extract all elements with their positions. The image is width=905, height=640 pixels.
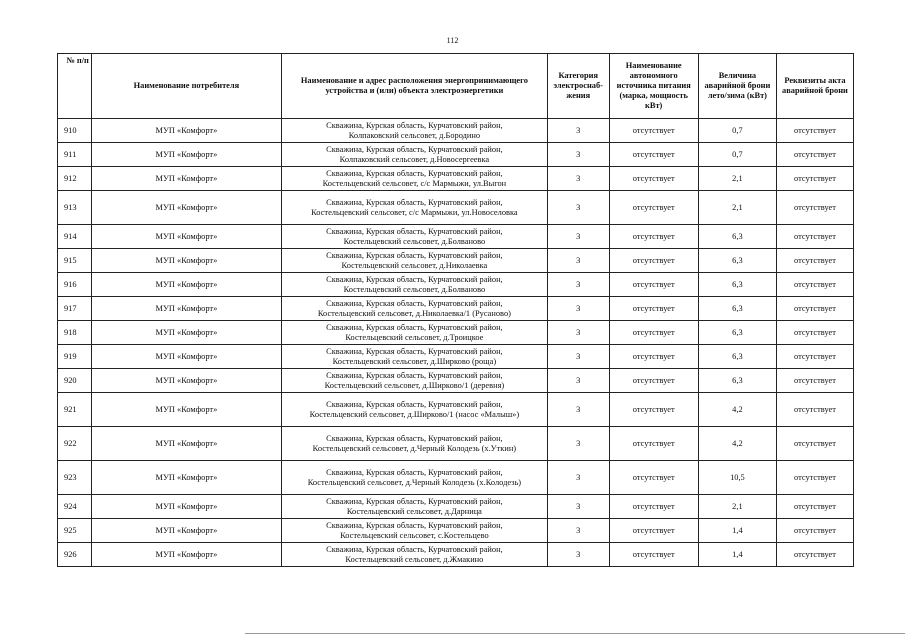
row-source: отсутствует bbox=[609, 519, 698, 543]
row-object-address bbox=[281, 167, 547, 191]
row-source: отсутствует bbox=[609, 321, 698, 345]
row-act: отсутствует bbox=[776, 225, 853, 249]
row-source: отсутствует bbox=[609, 273, 698, 297]
row-object-address bbox=[281, 297, 547, 321]
row-reserve: 10,5 bbox=[698, 461, 776, 495]
row-consumer: МУП «Комфорт» bbox=[91, 167, 281, 191]
row-reserve: 6,3 bbox=[698, 225, 776, 249]
address-line-2: Костельцевский сельсовет, д.Жмакино bbox=[345, 554, 484, 564]
header-reserve-value: Величина аварийной брони лето/зима (кВт) bbox=[698, 54, 776, 119]
address-line-1: Скважина, Курская область, Курчатовский район, bbox=[326, 496, 503, 506]
row-source: отсутствует bbox=[609, 249, 698, 273]
address-line-2: Костельцевский сельсовет, д.Болваново bbox=[343, 284, 486, 294]
address-line-2: Костельцевский сельсовет, д.Ширково/1 (деревня) bbox=[324, 380, 505, 390]
row-act: отсутствует bbox=[776, 461, 853, 495]
row-act: отсутствует bbox=[776, 345, 853, 369]
address-line-1: Скважина, Курская область, Курчатовский район, bbox=[326, 226, 503, 236]
row-consumer: МУП «Комфорт» bbox=[91, 543, 281, 567]
table-row bbox=[58, 225, 854, 249]
row-act: отсутствует bbox=[776, 393, 853, 427]
row-source: отсутствует bbox=[609, 461, 698, 495]
row-consumer: МУП «Комфорт» bbox=[91, 143, 281, 167]
row-category: 3 bbox=[547, 461, 609, 495]
row-reserve: 6,3 bbox=[698, 249, 776, 273]
address-line-1: Скважина, Курская область, Курчатовский район, bbox=[326, 274, 503, 284]
row-category: 3 bbox=[547, 519, 609, 543]
table-row bbox=[58, 119, 854, 143]
address-line-1: Скважина, Курская область, Курчатовский район, bbox=[326, 168, 503, 178]
row-number: 918 bbox=[58, 321, 92, 345]
row-act: отсутствует bbox=[776, 427, 853, 461]
row-consumer: МУП «Комфорт» bbox=[91, 495, 281, 519]
row-source: отсутствует bbox=[609, 167, 698, 191]
row-object-address bbox=[281, 119, 547, 143]
table-row bbox=[58, 321, 854, 345]
row-consumer: МУП «Комфорт» bbox=[91, 297, 281, 321]
row-object-address bbox=[281, 519, 547, 543]
row-object-address bbox=[281, 273, 547, 297]
address-line-2: Колпаковский сельсовет, д.Бородино bbox=[348, 130, 481, 140]
row-number: 919 bbox=[58, 345, 92, 369]
address-line-1: Скважина, Курская область, Курчатовский район, bbox=[326, 144, 503, 154]
address-line-2: Костельцевский сельсовет, д.Троицкое bbox=[345, 332, 484, 342]
row-source: отсутствует bbox=[609, 393, 698, 427]
row-object-address bbox=[281, 543, 547, 567]
table-row bbox=[58, 345, 854, 369]
row-consumer: МУП «Комфорт» bbox=[91, 461, 281, 495]
row-act: отсутствует bbox=[776, 119, 853, 143]
table-row bbox=[58, 495, 854, 519]
row-object-address bbox=[281, 495, 547, 519]
table-row bbox=[58, 519, 854, 543]
row-reserve: 4,2 bbox=[698, 393, 776, 427]
row-category: 3 bbox=[547, 543, 609, 567]
row-category: 3 bbox=[547, 321, 609, 345]
row-object-address bbox=[281, 191, 547, 225]
header-act-details: Реквизиты акта аварийной брони bbox=[776, 54, 853, 119]
row-category: 3 bbox=[547, 249, 609, 273]
row-number: 925 bbox=[58, 519, 92, 543]
row-act: отсутствует bbox=[776, 369, 853, 393]
header-consumer: Наименование потребителя bbox=[91, 54, 281, 119]
address-line-1: Скважина, Курская область, Курчатовский район, bbox=[326, 250, 503, 260]
row-reserve: 2,1 bbox=[698, 167, 776, 191]
header-number: № п/п bbox=[58, 54, 92, 119]
row-consumer: МУП «Комфорт» bbox=[91, 393, 281, 427]
row-source: отсутствует bbox=[609, 495, 698, 519]
address-line-2: Костельцевский сельсовет, с/с Мармыжи, ул.Выгон bbox=[322, 178, 507, 188]
address-line-1: Скважина, Курская область, Курчатовский район, bbox=[326, 370, 503, 380]
address-line-1: Скважина, Курская область, Курчатовский район, bbox=[326, 197, 503, 207]
address-line-2: Костельцевский сельсовет, д.Ширково/1 (насос «Малыш») bbox=[309, 409, 520, 419]
row-consumer: МУП «Комфорт» bbox=[91, 225, 281, 249]
address-line-1: Скважина, Курская область, Курчатовский район, bbox=[326, 544, 503, 554]
row-source: отсутствует bbox=[609, 119, 698, 143]
row-number: 922 bbox=[58, 427, 92, 461]
row-category: 3 bbox=[547, 345, 609, 369]
row-reserve: 0,7 bbox=[698, 119, 776, 143]
row-number: 913 bbox=[58, 191, 92, 225]
row-consumer: МУП «Комфорт» bbox=[91, 427, 281, 461]
row-category: 3 bbox=[547, 495, 609, 519]
row-act: отсутствует bbox=[776, 191, 853, 225]
row-reserve: 6,3 bbox=[698, 369, 776, 393]
row-consumer: МУП «Комфорт» bbox=[91, 369, 281, 393]
row-act: отсутствует bbox=[776, 167, 853, 191]
row-category: 3 bbox=[547, 297, 609, 321]
row-number: 910 bbox=[58, 119, 92, 143]
row-act: отсутствует bbox=[776, 273, 853, 297]
row-category: 3 bbox=[547, 427, 609, 461]
address-line-2: Костельцевский сельсовет, с.Костельцево bbox=[340, 530, 489, 540]
row-category: 3 bbox=[547, 393, 609, 427]
address-line-1: Скважина, Курская область, Курчатовский район, bbox=[326, 120, 503, 130]
row-consumer: МУП «Комфорт» bbox=[91, 191, 281, 225]
row-source: отсутствует bbox=[609, 427, 698, 461]
row-object-address bbox=[281, 393, 547, 427]
table-row bbox=[58, 167, 854, 191]
address-line-2: Костельцевский сельсовет, д.Черный Колодезь (х.Колодезь) bbox=[307, 477, 522, 487]
row-number: 920 bbox=[58, 369, 92, 393]
row-object-address bbox=[281, 345, 547, 369]
table-row bbox=[58, 191, 854, 225]
row-reserve: 6,3 bbox=[698, 345, 776, 369]
table-row bbox=[58, 427, 854, 461]
row-category: 3 bbox=[547, 225, 609, 249]
row-reserve: 6,3 bbox=[698, 297, 776, 321]
address-line-2: Костельцевский сельсовет, д.Дарница bbox=[346, 506, 482, 516]
row-reserve: 4,2 bbox=[698, 427, 776, 461]
table-row bbox=[58, 297, 854, 321]
address-line-2: Костельцевский сельсовет, д.Николаевка bbox=[341, 260, 488, 270]
row-reserve: 6,3 bbox=[698, 321, 776, 345]
table-header-row bbox=[58, 54, 854, 119]
row-reserve: 1,4 bbox=[698, 519, 776, 543]
row-consumer: МУП «Комфорт» bbox=[91, 345, 281, 369]
address-line-1: Скважина, Курская область, Курчатовский район, bbox=[326, 399, 503, 409]
table-row bbox=[58, 369, 854, 393]
row-consumer: МУП «Комфорт» bbox=[91, 321, 281, 345]
table-row bbox=[58, 543, 854, 567]
row-act: отсутствует bbox=[776, 321, 853, 345]
row-category: 3 bbox=[547, 119, 609, 143]
address-line-2: Костельцевский сельсовет, д.Черный Колодезь (х.Уткин) bbox=[312, 443, 517, 453]
row-number: 915 bbox=[58, 249, 92, 273]
row-source: отсутствует bbox=[609, 143, 698, 167]
row-object-address bbox=[281, 249, 547, 273]
header-autonomous-source: Наименование автономного источника питания (марка, мощность кВт) bbox=[609, 54, 698, 119]
address-line-2: Костельцевский сельсовет, д.Ширково (роща) bbox=[332, 356, 497, 366]
table-row bbox=[58, 273, 854, 297]
address-line-1: Скважина, Курская область, Курчатовский район, bbox=[326, 322, 503, 332]
row-number: 924 bbox=[58, 495, 92, 519]
row-object-address bbox=[281, 461, 547, 495]
row-act: отсутствует bbox=[776, 495, 853, 519]
row-category: 3 bbox=[547, 143, 609, 167]
address-line-2: Костельцевский сельсовет, д.Болваново bbox=[343, 236, 486, 246]
row-number: 914 bbox=[58, 225, 92, 249]
row-object-address bbox=[281, 225, 547, 249]
table-row bbox=[58, 249, 854, 273]
row-consumer: МУП «Комфорт» bbox=[91, 519, 281, 543]
row-consumer: МУП «Комфорт» bbox=[91, 273, 281, 297]
row-act: отсутствует bbox=[776, 543, 853, 567]
row-reserve: 1,4 bbox=[698, 543, 776, 567]
row-object-address bbox=[281, 369, 547, 393]
row-number: 916 bbox=[58, 273, 92, 297]
row-reserve: 2,1 bbox=[698, 191, 776, 225]
address-line-2: Колпаковский сельсовет, д.Новосергеевка bbox=[339, 154, 490, 164]
row-act: отсутствует bbox=[776, 249, 853, 273]
row-number: 912 bbox=[58, 167, 92, 191]
header-object-address: Наименование и адрес расположения энергопринимающего устройства и (или) объекта электроэнергетики bbox=[281, 54, 547, 119]
address-line-2: Костельцевский сельсовет, с/с Мармыжи, ул.Новоселовка bbox=[311, 207, 518, 217]
table-row bbox=[58, 461, 854, 495]
row-object-address bbox=[281, 143, 547, 167]
row-reserve: 2,1 bbox=[698, 495, 776, 519]
row-number: 917 bbox=[58, 297, 92, 321]
row-reserve: 6,3 bbox=[698, 273, 776, 297]
row-act: отсутствует bbox=[776, 519, 853, 543]
row-category: 3 bbox=[547, 167, 609, 191]
row-source: отсутствует bbox=[609, 369, 698, 393]
address-line-1: Скважина, Курская область, Курчатовский район, bbox=[326, 467, 503, 477]
row-object-address bbox=[281, 321, 547, 345]
header-category: Категория электроснаб-жения bbox=[547, 54, 609, 119]
row-number: 911 bbox=[58, 143, 92, 167]
row-source: отсутствует bbox=[609, 191, 698, 225]
address-line-1: Скважина, Курская область, Курчатовский район, bbox=[326, 433, 503, 443]
address-line-1: Скважина, Курская область, Курчатовский район, bbox=[326, 520, 503, 530]
row-source: отсутствует bbox=[609, 297, 698, 321]
row-number: 926 bbox=[58, 543, 92, 567]
row-category: 3 bbox=[547, 369, 609, 393]
row-object-address bbox=[281, 427, 547, 461]
row-number: 923 bbox=[58, 461, 92, 495]
table-row bbox=[58, 393, 854, 427]
row-reserve: 0,7 bbox=[698, 143, 776, 167]
table-row bbox=[58, 143, 854, 167]
row-act: отсутствует bbox=[776, 297, 853, 321]
address-line-1: Скважина, Курская область, Курчатовский район, bbox=[326, 346, 503, 356]
row-category: 3 bbox=[547, 273, 609, 297]
row-consumer: МУП «Комфорт» bbox=[91, 249, 281, 273]
address-line-1: Скважина, Курская область, Курчатовский район, bbox=[326, 298, 503, 308]
row-act: отсутствует bbox=[776, 143, 853, 167]
scan-bottom-line bbox=[245, 633, 905, 634]
row-source: отсутствует bbox=[609, 543, 698, 567]
emergency-reserve-table bbox=[57, 53, 854, 567]
row-category: 3 bbox=[547, 191, 609, 225]
page-number: 112 bbox=[446, 36, 459, 45]
row-number: 921 bbox=[58, 393, 92, 427]
row-source: отсутствует bbox=[609, 345, 698, 369]
row-source: отсутствует bbox=[609, 225, 698, 249]
address-line-2: Костельцевский сельсовет, д.Николаевка/1 (Русаново) bbox=[317, 308, 511, 318]
row-consumer: МУП «Комфорт» bbox=[91, 119, 281, 143]
